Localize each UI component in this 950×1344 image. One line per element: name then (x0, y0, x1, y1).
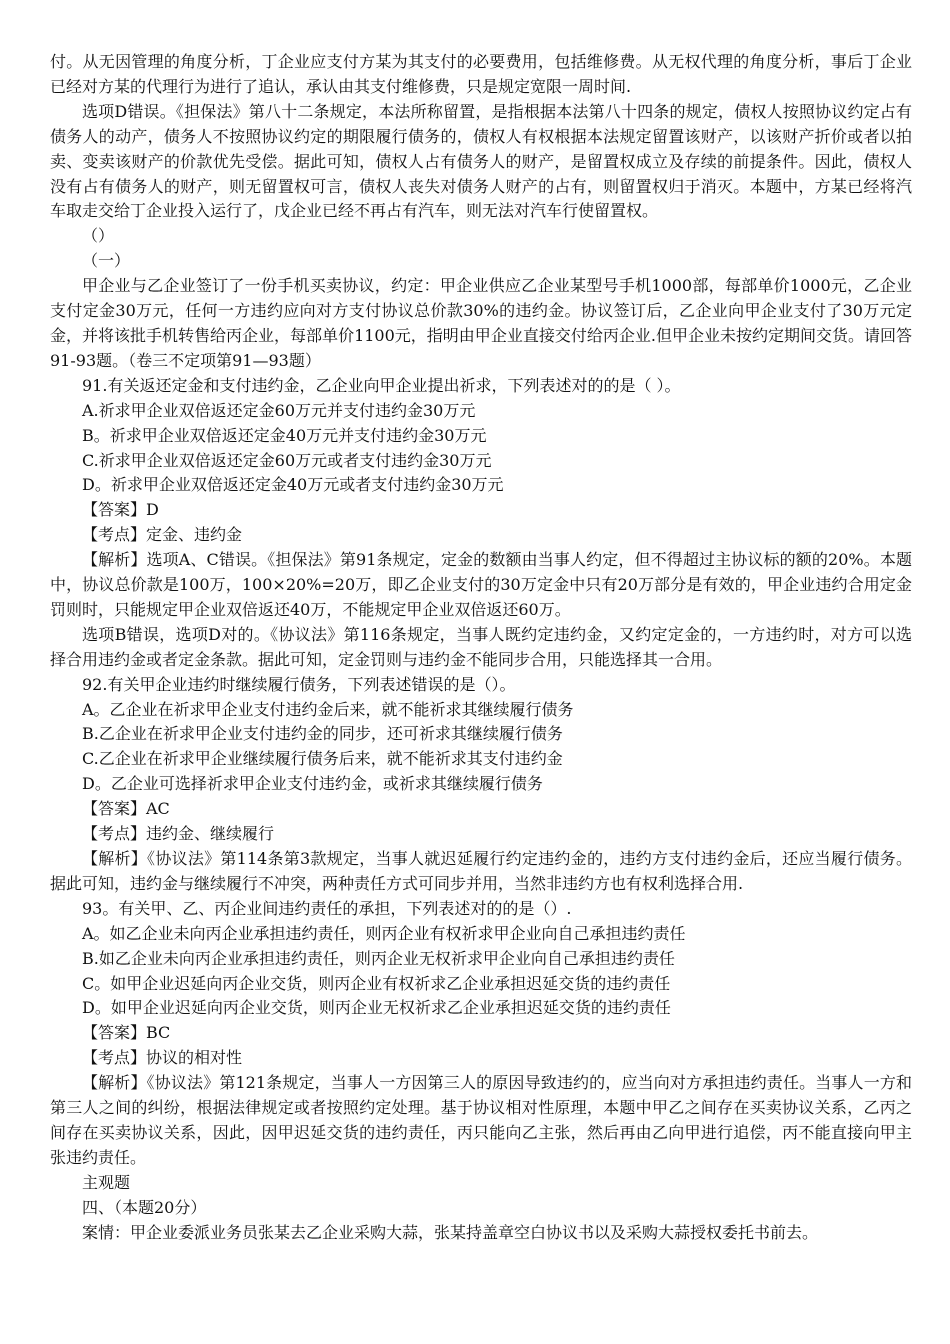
q92-option-d: D。乙企业可选择祈求甲企业支付违约金，或祈求其继续履行债务 (82, 774, 543, 794)
q91-stem: 91.有关返还定金和支付违约金，乙企业向甲企业提出祈求，下列表述对的的是（ ）。 (82, 375, 681, 395)
case-description: 甲企业与乙企业签订了一份手机买卖协议，约定：甲企业供应乙企业某型号手机1000部，每部单价1000元，乙企业支付定金30万元，任何一方违约应向对方支付协议总价款30%的违约金。协议签订后，乙企业向甲企业支付了30万元定金，并将该批手机转售给丙企业，每部单价1100元，指明由甲企业直接交付给丙企业.但甲企业未按约定期间交货。请回答91-93题。（卷三不定项第91—93题） (50, 276, 912, 370)
q91-option-a: A.祈求甲企业双倍返还定金60万元并支付违约金30万元 (82, 400, 476, 420)
q93-point: 【考点】协议的相对性 (82, 1048, 243, 1068)
q92-option-a: A。乙企业在祈求甲企业支付违约金后来，就不能祈求其继续履行债务 (82, 699, 574, 719)
q93-option-a: A。如乙企业未向丙企业承担违约责任，则丙企业有权祈求甲企业向自己承担违约责任 (82, 923, 686, 943)
subjective-heading: 主观题 (82, 1172, 131, 1192)
q93-answer: 【答案】BC (82, 1023, 171, 1043)
q91-option-c: C.祈求甲企业双倍返还定金60万元或者支付违约金30万元 (82, 450, 492, 470)
paragraph-continuation: 付。从无因管理的角度分析，丁企业应支付方某为其支付的必要费用，包括维修费。从无权代理的角度分析，事后丁企业已经对方某的代理行为进行了追认，承认由其支付维修费，只是规定宽限一周时间. (50, 52, 912, 96)
q93-option-b: B.如乙企业未向丙企业承担违约责任，则丙企业无权祈求甲企业向自己承担违约责任 (82, 948, 675, 968)
case-intro: 案情：甲企业委派业务员张某去乙企业采购大蒜，张某持盖章空白协议书以及采购大蒜授权委托书前去。 (82, 1222, 819, 1242)
q91-option-d: D。祈求甲企业双倍返还定金40万元或者支付违约金30万元 (82, 475, 504, 495)
q92-analysis: 【解析】《协议法》第114条第3款规定，当事人就迟延履行约定违约金的，违约方支付违约金后，还应当履行债务。据此可知，违约金与继续履行不冲突，两种责任方式可同步并用，当然非违约方也有权利选择合用. (50, 849, 912, 893)
q93-stem: 93。有关甲、乙、丙企业间违约责任的承担，下列表述对的的是（）. (82, 898, 572, 918)
q91-point: 【考点】定金、违约金 (82, 525, 243, 545)
paragraph-option-d-analysis: 选项D错误。《担保法》第八十二条规定，本法所称留置，是指根据本法第八十四条的规定，债权人按照协议约定占有债务人的动产，债务人不按照协议约定的期限履行债务的，债权人有权根据本法规定留置该财产，以该财产折价或者以拍卖、变卖该财产的价款优先受偿。据此可知，债权人占有债务人的财产，是留置权成立及存续的前提条件。因此，债权人没有占有债务人的财产，则无留置权可言，债权人丧失对债务人财产的占有，则留置权归于消灭。本题中，方某已经将汽车取走交给丁企业投入运行了，戊企业已经不再占有汽车，则无法对汽车行使留置权。 (50, 101, 912, 221)
q92-stem: 92.有关甲企业违约时继续履行债务，下列表述错误的是（）。 (82, 674, 516, 694)
q91-analysis-1: 【解析】选项A、C错误。《担保法》第91条规定，定金的数额由当事人约定，但不得超过主协议标的额的20%。本题中，协议总价款是100万，100×20%=20万，即乙企业支付的30万定金中只有20万部分是有效的，甲企业违约合用定金罚则时，只能规定甲企业双倍返还40万，不能规定甲企业双倍返还60万。 (50, 550, 912, 619)
q91-answer: 【答案】D (82, 500, 159, 520)
q93-option-d: D。如甲企业迟延向丙企业交货，则丙企业无权祈求乙企业承担迟延交货的违约责任 (82, 998, 671, 1018)
q93-analysis: 【解析】《协议法》第121条规定，当事人一方因第三人的原因导致违约的，应当向对方承担违约责任。当事人一方和第三人之间的纠纷，根据法律规定或者按照约定处理。基于协议相对性原理，本题中甲乙之间存在买卖协议关系，乙丙之间存在买卖协议关系，因此，因甲迟延交货的违约责任，丙只能向乙主张，然后再由乙向甲进行追偿，丙不能直接向甲主张违约责任。 (50, 1073, 912, 1167)
q91-option-b: B。祈求甲企业双倍返还定金40万元并支付违约金30万元 (82, 425, 487, 445)
section-marker-empty: （） (82, 226, 115, 246)
q91-analysis-2: 选项B错误，选项D对的。《协议法》第116条规定，当事人既约定违约金，又约定定金的，一方违约时，对方可以选择合用违约金或者定金条款。据此可知，定金罚则与违约金不能同步合用，只能选择其一合用。 (50, 624, 912, 669)
q92-answer: 【答案】AC (82, 799, 170, 819)
q93-option-c: C。如甲企业迟延向丙企业交货，则丙企业有权祈求乙企业承担迟延交货的违约责任 (82, 973, 671, 993)
section-marker-one: （一） (82, 251, 131, 271)
q92-option-b: B.乙企业在祈求甲企业支付违约金的同步，还可祈求其继续履行债务 (82, 724, 563, 744)
q92-option-c: C.乙企业在祈求甲企业继续履行债务后来，就不能祈求其支付违约金 (82, 749, 563, 769)
section-four-heading: 四、（本题20分） (82, 1197, 207, 1217)
q92-point: 【考点】违约金、继续履行 (82, 824, 275, 844)
